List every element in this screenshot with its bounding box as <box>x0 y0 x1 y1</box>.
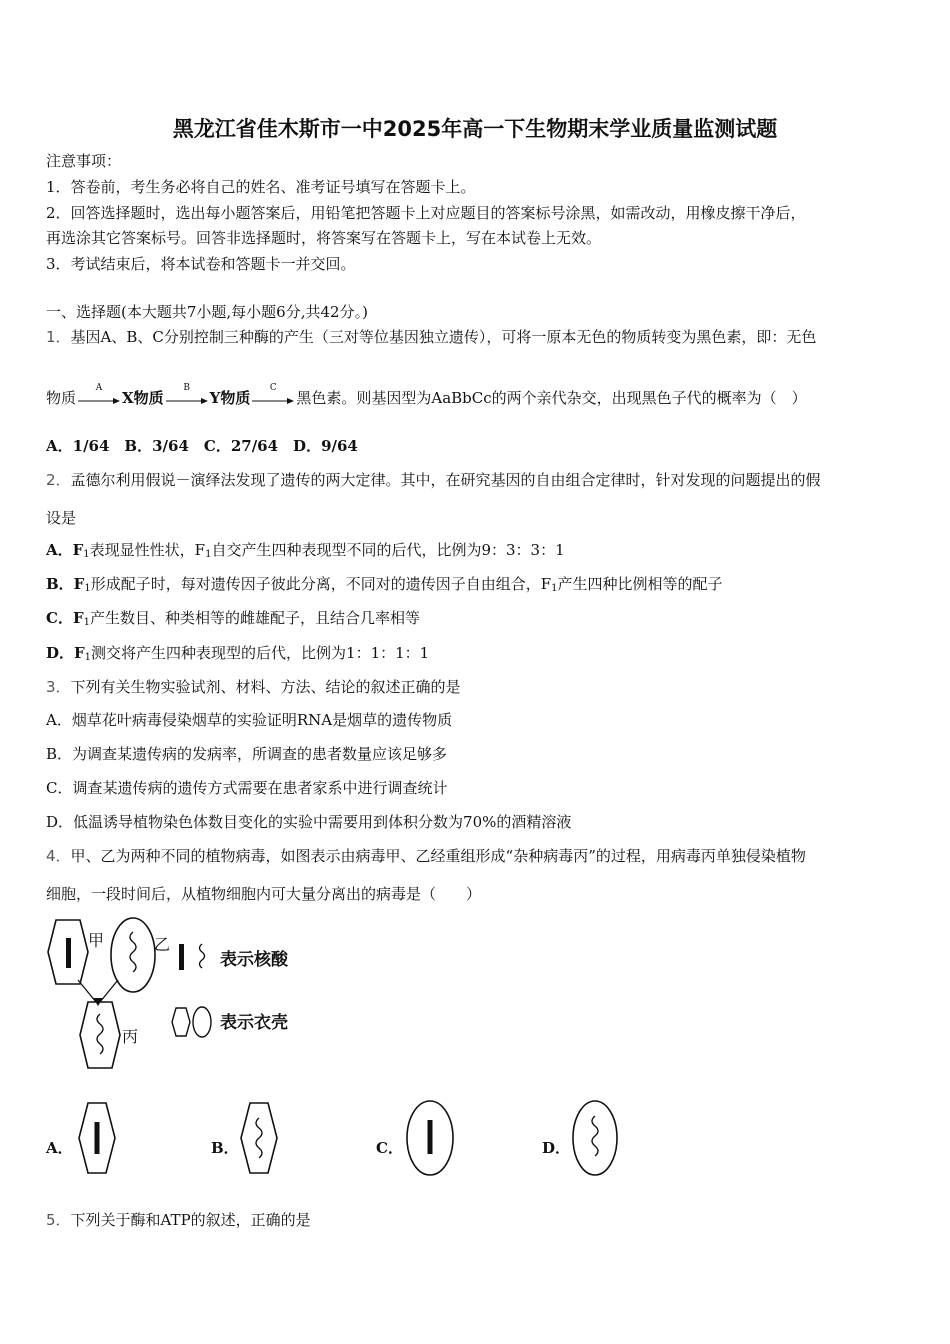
question-3-option-c: C．调查某遗传病的遗传方式需要在患者家系中进行调查统计 <box>46 779 448 797</box>
legend-nucleic-acid-label: 表示核酸 <box>220 950 288 970</box>
question-4-number: 4． <box>46 847 71 865</box>
question-1-number: 1． <box>46 328 71 346</box>
question-2-number: 2． <box>46 471 71 489</box>
arrow-from-yi-icon <box>100 980 118 1002</box>
q1-question-text: 黑色素。则基因型为AaBbCc的两个亲代杂交，出现黑色子代的概率为（ ） <box>296 389 807 407</box>
legend-capsid-label: 表示衣壳 <box>220 1013 288 1033</box>
question-1-options: A．1/64 B．3/64 C．27/64 D．9/64 <box>46 437 358 455</box>
question-4-choice-b-label: B． <box>211 1139 239 1157</box>
question-1-line1 <box>46 327 816 347</box>
notice-item-2-cont: 再选涂其它答案标号。回答非选择题时，将答案写在答题卡上，写在本试卷上无效。 <box>46 229 602 247</box>
question-4-stem: 甲、乙为两种不同的植物病毒，如图表示由病毒甲、乙经重组形成“杂种病毒丙”的过程，用病毒丙单独侵染植物 <box>70 847 806 865</box>
notice-item-2: 2．回答选择题时，选出每小题答案后，用铅笔把答题卡上对应题目的答案标号涂黑，如需改动，用橡皮擦干净后， <box>46 204 806 222</box>
question-5-stem: 下列关于酶和ATP的叙述，正确的是 <box>70 1211 311 1229</box>
question-4-choice-a-label: A． <box>46 1139 73 1157</box>
question-2-option-c: C．$F_1$产生数目、种类相等的雌雄配子，且结合几率相等 <box>46 609 420 628</box>
q1-arrow-b-label: B <box>183 383 190 393</box>
notice-item-3: 3．考试结束后，将本试卷和答题卡一并交回。 <box>46 255 356 273</box>
notice-heading: 注意事项： <box>46 152 122 170</box>
question-2-line2: 设是 <box>46 509 77 527</box>
virus-bing-capsid-icon <box>80 1002 120 1068</box>
question-2-option-d: D．$F_1$测交将产生四种表现型的后代，比例为1：1：1：1 <box>46 644 430 663</box>
legend-rod-icon <box>179 944 184 970</box>
question-3-line1 <box>46 677 461 697</box>
question-3-stem: 下列有关生物实验试剂、材料、方法、结论的叙述正确的是 <box>70 678 461 696</box>
question-4-line1 <box>46 846 806 866</box>
label-bing: 丙 <box>122 1027 139 1046</box>
q1-arrow-a <box>78 383 120 406</box>
q1-arrow-c <box>252 383 294 406</box>
legend-hexagon-icon <box>172 1008 190 1036</box>
section-heading: 一、选择题(本大题共7小题,每小题6分,共42分。) <box>46 303 368 321</box>
question-2-line1 <box>46 470 821 490</box>
notice-item-1: 1．答卷前，考生务必将自己的姓名、准考证号填写在答题卡上。 <box>46 178 476 196</box>
page-title: 黑龙江省佳木斯市一中2025年高一下生物期末学业质量监测试题 <box>172 117 778 141</box>
q1-substance-x: X物质 <box>122 389 164 407</box>
legend-ellipse-icon <box>193 1007 211 1037</box>
question-4-choice-c-label: C． <box>376 1139 403 1157</box>
choice-c-virus-icon <box>404 1098 456 1178</box>
virus-yi-nucleic-acid-icon <box>130 932 136 972</box>
question-1-stem: 基因A、B、C分别控制三种酶的产生（三对等位基因独立遗传），可将一原本无色的物质转变为黑色素，即：无色 <box>70 328 817 346</box>
question-2-option-b: B．$F_1$形成配子时，每对遗传因子彼此分离，不同对的遗传因子自由组合，$F_1$产生四种比例相等的配子 <box>46 575 723 594</box>
legend-squiggle-icon <box>200 944 205 968</box>
question-4-choice-d-label: D． <box>542 1139 571 1157</box>
question-3-option-a: A．烟草花叶病毒侵染烟草的实验证明RNA是烟草的遗传物质 <box>46 711 453 729</box>
question-2-option-a: A．$F_1$表现显性性状，$F_1$自交产生四种表现型不同的后代，比例为9：3：3：1 <box>46 541 565 560</box>
arrow-right-icon <box>166 397 208 405</box>
choice-a-virus-icon <box>76 1100 118 1176</box>
virus-recombination-figure <box>40 910 310 1075</box>
q1-substance-colorless: 物质 <box>46 389 77 407</box>
virus-jia-nucleic-acid-icon <box>66 938 71 968</box>
label-yi: 乙 <box>154 935 171 954</box>
q1-arrow-b <box>166 383 208 406</box>
question-5-number: 5． <box>46 1211 71 1229</box>
question-3-option-d: D．低温诱导植物染色体数目变化的实验中需要用到体积分数为70%的酒精溶液 <box>46 813 572 831</box>
q1-arrow-c-label: C <box>269 383 277 393</box>
q1-substance-y: Y物质 <box>209 389 251 407</box>
virus-bing-nucleic-acid-icon <box>97 1014 103 1054</box>
arrow-right-icon <box>252 397 294 405</box>
question-1-line2 <box>46 383 807 408</box>
question-3-option-b: B．为调查某遗传病的发病率，所调查的患者数量应该足够多 <box>46 745 448 763</box>
arrow-right-icon <box>78 397 120 405</box>
question-2-stem: 孟德尔利用假说－演绎法发现了遗传的两大定律。其中，在研究基因的自由组合定律时，针对发现的问题提出的假 <box>70 471 821 489</box>
label-jia: 甲 <box>88 931 105 950</box>
arrow-from-jia-icon <box>78 980 96 1002</box>
question-4-line2: 细胞，一段时间后，从植物细胞内可大量分离出的病毒是（ ） <box>46 885 482 903</box>
choice-b-virus-icon <box>238 1100 280 1176</box>
question-3-number: 3． <box>46 678 71 696</box>
question-5-line1 <box>46 1210 311 1230</box>
choice-d-virus-icon <box>570 1098 620 1178</box>
q1-arrow-a-label: A <box>95 383 103 393</box>
